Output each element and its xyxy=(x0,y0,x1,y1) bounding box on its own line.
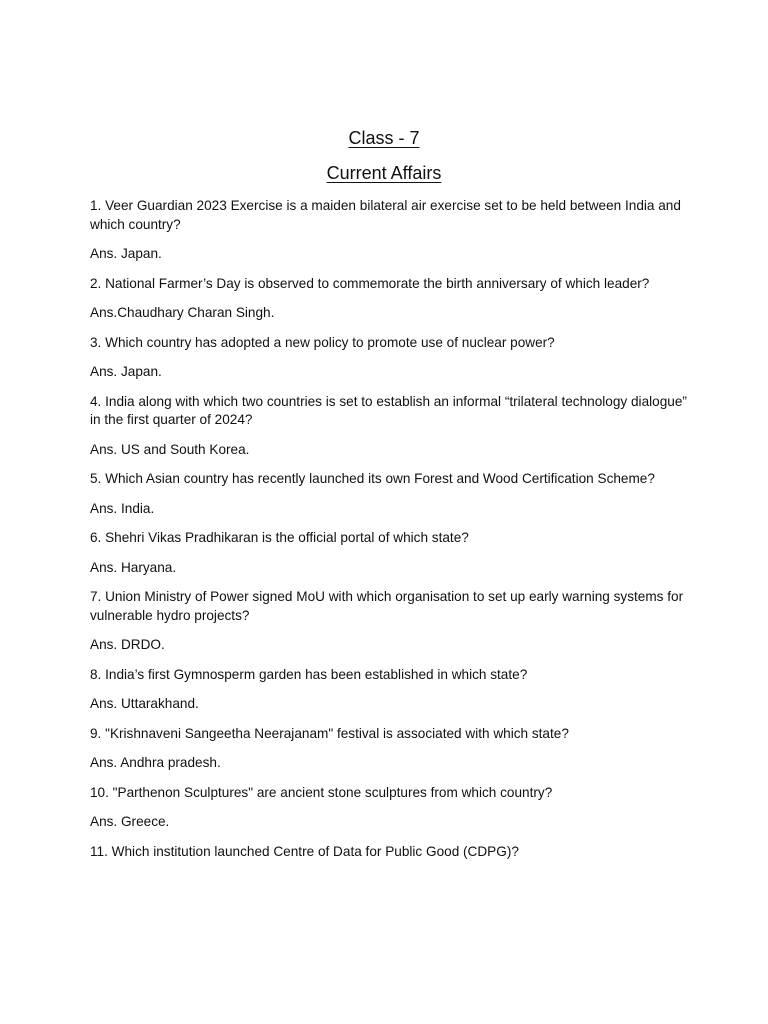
class-title: Class - 7 xyxy=(348,128,420,148)
answer-1: Ans. Japan. xyxy=(90,246,162,261)
question-3: 3. Which country has adopted a new policy to promote use of nuclear power? xyxy=(90,334,555,350)
question-9: 9. "Krishnaveni Sangeetha Neerajanam" festival is associated with which state? xyxy=(90,725,569,741)
answer-2: Ans.Chaudhary Charan Singh. xyxy=(90,305,275,320)
answer-8: Ans. Uttarakhand. xyxy=(90,696,199,711)
question-10: 10. "Parthenon Sculptures" are ancient stone sculptures from which country? xyxy=(90,784,553,800)
qa-list xyxy=(90,197,690,861)
answer-9: Ans. Andhra pradesh. xyxy=(90,755,221,770)
answer-10: Ans. Greece. xyxy=(90,814,170,829)
answer-7: Ans. DRDO. xyxy=(90,637,165,652)
answer-4: Ans. US and South Korea. xyxy=(90,441,250,457)
answer-5: Ans. India. xyxy=(90,500,155,516)
question-4: 4. India along with which two countries is set to establish an informal “trilateral technology dialogue” in the first quarter of 2024? xyxy=(90,393,687,427)
question-2: 2. National Farmer’s Day is observed to commemorate the birth anniversary of which leader? xyxy=(90,275,650,291)
question-1: 1. Veer Guardian 2023 Exercise is a maiden bilateral air exercise set to be held between India and which country? xyxy=(90,198,681,232)
question-8: 8. India’s first Gymnosperm garden has been established in which state? xyxy=(90,666,528,682)
subject-title: Current Affairs xyxy=(326,163,442,183)
question-5: 5. Which Asian country has recently launched its own Forest and Wood Certification Scheme? xyxy=(90,471,655,486)
question-6: 6. Shehri Vikas Pradhikaran is the official portal of which state? xyxy=(90,530,469,545)
question-7: 7. Union Ministry of Power signed MoU with which organisation to set up early warning systems for vulnerable hydro projects? xyxy=(90,589,684,623)
question-11: 11. Which institution launched Centre of Data for Public Good (CDPG)? xyxy=(90,843,519,859)
answer-3: Ans. Japan. xyxy=(90,364,162,379)
answer-6: Ans. Haryana. xyxy=(90,559,177,575)
